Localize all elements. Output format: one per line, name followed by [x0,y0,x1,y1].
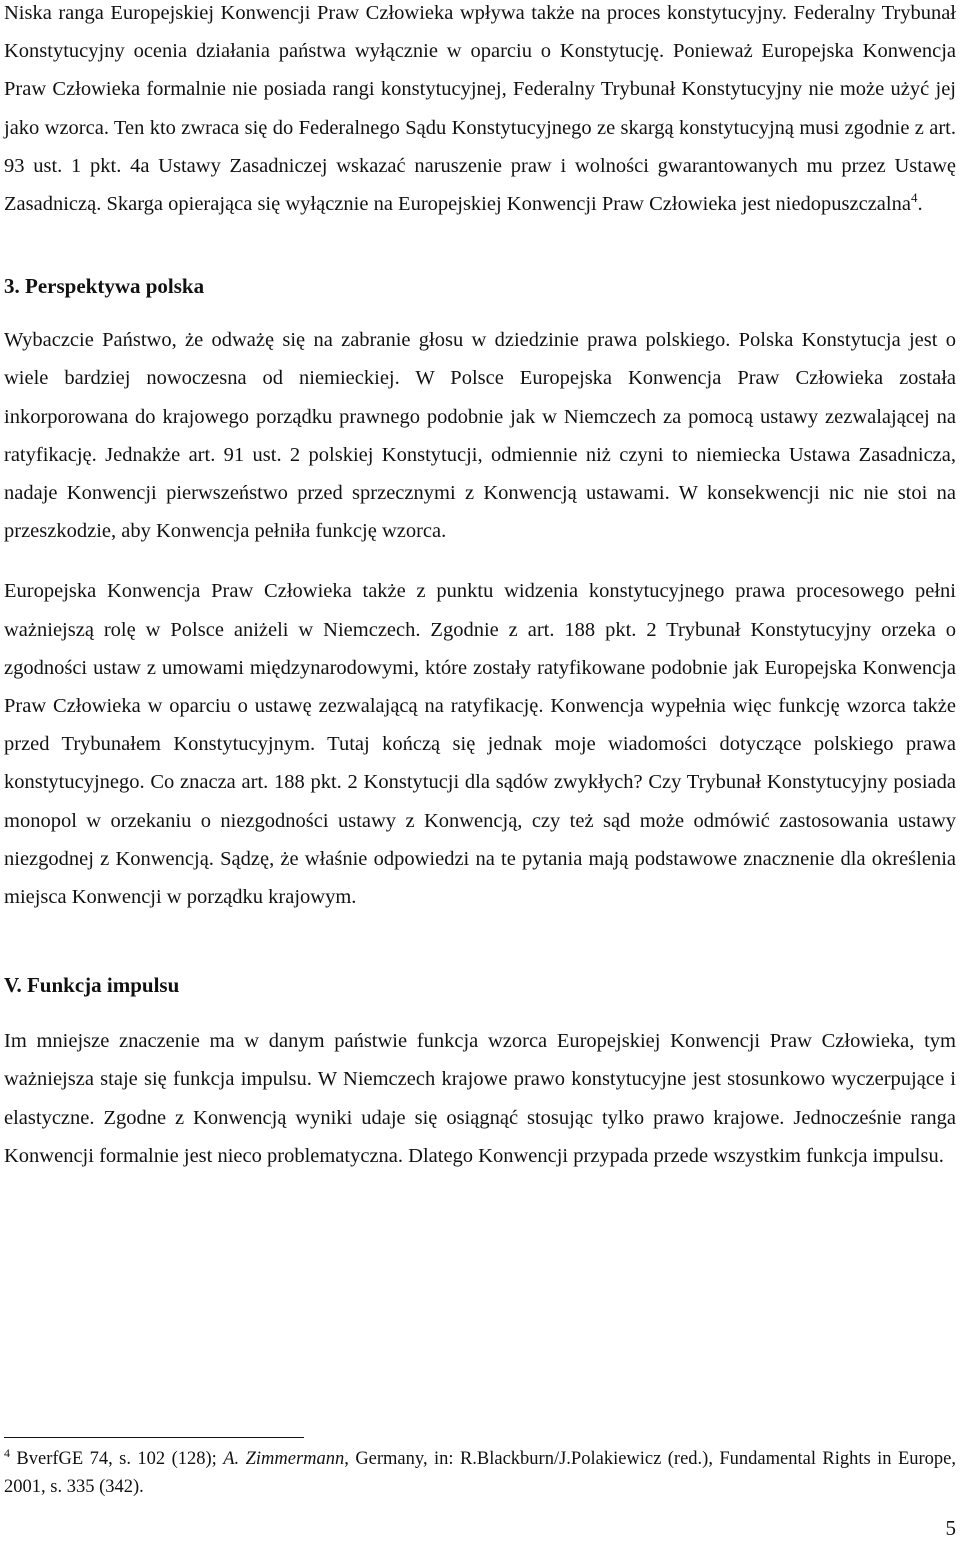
paragraph-polish-constitution: Wybaczcie Państwo, że odważę się na zabranie głosu w dziedzinie prawa polskiego. Polska Konstytucja jest o wiele bardziej nowoczesna od niemieckiej. W Polsce Europejska Konwencja Praw Człowieka została inkorporowana do krajowego porządku prawnego podobnie jak w Niemczech za pomocą ustawy zezwalającej na ratyfikację. Jednakże art. 91 ust. 2 polskiej Konstytucji, odmiennie niż czyni to niemiecka Ustawa Zasadnicza, nadaje Konwencji pierwszeństwo przed sprzecznymi z Konwencją ustawami. W konsekwencji nic nie stoi na przeszkodzie, aby Konwencja pełniła funkcję wzorca. [4,329,956,543]
document-page [4,0,956,1175]
footnote-citation-start: BverfGE 74, s. 102 (128); [10,1449,224,1469]
paragraph-impulse-function: Im mniejsze znaczenie ma w danym państwie funkcja wzorca Europejskiej Konwencji Praw Człowieka, tym ważniejsza staje się funkcja impulsu. W Niemczech krajowe prawo konstytucyjne jest stosunkowo wyczerpujące i elastyczne. Zgodne z Konwencją wyniki udaje się osiągnąć stosując tylko prawo krajowe. Jednocześnie ranga Konwencji formalnie jest nieco problematyczna. Dlatego Konwencji przypada przede wszystkim funkcja impulsu. [4,1030,956,1167]
footnote-separator [4,1437,304,1438]
footnote-reference[interactable]: 4 [910,190,918,206]
section-heading-impulse-function: V. Funkcja impulsu [4,973,180,998]
footnote-marker: 4 [4,1445,10,1460]
page-number: 5 [945,1516,956,1540]
footnote-citation-end: , Germany, in: R.Blackburn/J.Polakiewicz (red.), Fundamental Rights in Europe, 2001, s. 335 (342). [4,1449,956,1497]
paragraph-procedural-law: Europejska Konwencja Praw Człowieka także z punktu widzenia konstytucyjnego prawa procesowego pełni ważniejszą rolę w Polsce aniżeli w Niemczech. Zgodnie z art. 188 pkt. 2 Trybunał Konstytucyjny orzeka o zgodności ustaw z umowami międzynarodowymi, które zostały ratyfikowane podobnie jak Europejska Konwencja Praw Człowieka w oparciu o ustawę zezwalającą na ratyfikację. Konwencja wypełnia więc funkcję wzorca także przed Trybunałem Konstytucyjnym. Tutaj kończą się jednak moje wiadomości dotyczące polskiego prawa konstytucyjnego. Co znacza art. 188 pkt. 2 Konstytucji dla sądów zwykłych? Czy Trybunał Konstytucyjny posiada monopol w orzekaniu o niezgodności ustawy z Konwencją, czy też sąd może odmówić zastosowania ustawy niezgodnej z Konwencją. Sądzę, że właśnie odpowiedzi na te pytania mają podstawowe znacznenie dla określenia miejsca Konwencji w porządku krajowym. [4,580,956,909]
footnote [4,1445,956,1501]
section-heading-polish-perspective: 3. Perspektywa polska [4,274,205,299]
footnote-author: A. Zimmermann [223,1449,345,1469]
paragraph-convention-rank [4,0,956,223]
paragraph-end: . [917,193,923,216]
paragraph-text: Niska ranga Europejskiej Konwencji Praw Człowieka wpływa także na proces konstytucyjny. Federalny Trybunał Konstytucyjny ocenia działania państwa wyłącznie w oparciu o Konstytucję. Ponieważ Europejska Konwencja Praw Człowieka formalnie nie posiada rangi konstytucyjnej, Federalny Trybunał Konstytucyjny nie może użyć jej jako wzorca. Ten kto zwraca się do Federalnego Sądu Konstytucyjnego ze skargą konstytucyjną musi zgodnie z art. 93 ust. 1 pkt. 4a Ustawy Zasadniczej wskazać naruszenie praw i wolności gwarantowanych mu przez Ustawę Zasadniczą. Skarga opierająca się wyłącznie na Europejskiej Konwencji Praw Człowieka jest niedopuszczalna [4,2,956,216]
